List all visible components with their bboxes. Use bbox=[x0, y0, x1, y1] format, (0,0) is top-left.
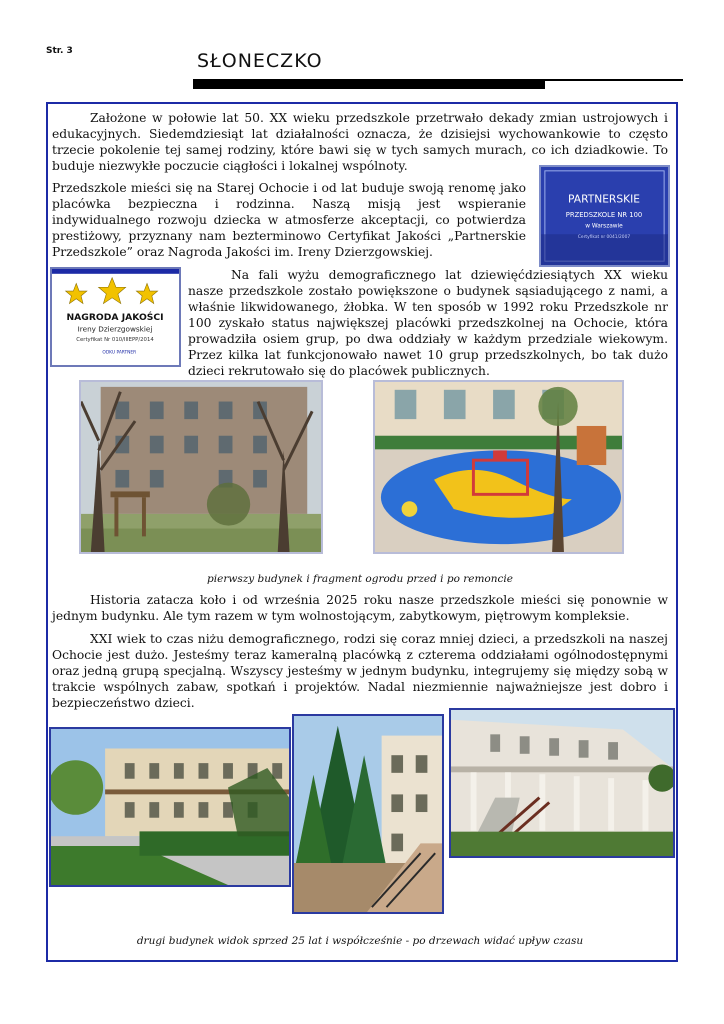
award-cert: Certyfikat Nr 010/IIIEPP/2014 bbox=[76, 337, 154, 343]
quality-award-image bbox=[50, 267, 181, 367]
paragraph-history: Założone w połowie lat 50. XX wieku przedszkole przetrwało dekady zmian ustrojowych i edukacyjnych. Siedemdziesiąt lat działalności oznacza, że dzisiejsi wychowankowie to często trzecie pokolenie tej samej rodziny, które bawi się w tych samych murach, co ich dziadkowie. To buduje niezwykłe poczucie ciągłości i lokalnej wspólnoty. bbox=[52, 111, 668, 173]
playground-renovated-photo bbox=[373, 380, 624, 554]
award-org: ODKU PARTNER bbox=[102, 350, 137, 356]
title-line-divider bbox=[545, 79, 683, 81]
plaque-line3: w Warszawie bbox=[585, 223, 623, 230]
paragraph-expansion: Na fali wyżu demograficznego lat dziewięćdziesiątych XX wieku nasze przedszkole zostało powiększone o budynek sąsiadującego z nami, a właśnie likwidowanego, żłobka. W ten sposób w 1992 roku Przedszkole nr 100 zyskało status największej placówki przedszkolnej na Ochocie, która prowadziła osiem grup, po dwa oddziały w każdym przedziale wiekowym. Przez kilka lat funkcjonowało nawet 10 grup przedszkolnych, bo tak dużo dzieci rekrutowało się do placówek publicznych. bbox=[188, 268, 668, 378]
first-building-old-photo bbox=[79, 380, 323, 554]
page-title: SŁONECZKO bbox=[197, 50, 323, 72]
caption-second-building: drugi budynek widok sprzed 25 lat i współcześnie - po drzewach widać upływ czasu bbox=[136, 935, 584, 947]
plaque-line1: PARTNERSKIE bbox=[568, 192, 640, 206]
award-name: Ireny Dzierzgowskiej bbox=[77, 324, 153, 334]
title-bar-divider bbox=[193, 79, 545, 89]
caption-first-building: pierwszy budynek i fragment ogrodu przed i po remoncie bbox=[207, 573, 513, 585]
partner-plaque-image bbox=[539, 165, 670, 267]
plaque-line2: PRZEDSZKOLE NR 100 bbox=[565, 210, 643, 219]
paragraph-reunification: Historia zatacza koło i od września 2025 roku nasze przedszkole mieści się ponownie w jednym budynku. Ale tym razem w tym wolnostojącym, zabytkowym, piętrowym kompleksie. bbox=[52, 593, 668, 623]
second-building-trees-photo bbox=[292, 714, 444, 914]
plaque-line4: Certyfikat nr 0041/2007 bbox=[577, 235, 631, 241]
award-title: NAGRODA JAKOŚCI bbox=[66, 311, 164, 323]
paragraph-present: XXI wiek to czas niżu demograficznego, rodzi się coraz mniej dzieci, a przedszkoli na naszej Ochocie jest dużo. Jesteśmy teraz kameralną placówką z czterema oddziałami ogólnodostępnymi oraz jedną grupą specjalną. Wszyscy jesteśmy w jednym budynku, integrujemy się między sobą w trakcie wspólnych zabaw, spotkań i projektów. Nadal niezmiennie najważniejsze jest dobro i bezpieczeństwo dzieci. bbox=[52, 632, 668, 710]
second-building-old-photo bbox=[49, 727, 291, 887]
page-number: Str. 3 bbox=[46, 46, 73, 56]
paragraph-mission: Przedszkole mieści się na Starej Ochocie i od lat buduje swoją renomę jako placówka bezpieczna i rodzinna. Naszą misją jest wspieranie indywidualnego rozwoju dziecka w atmosferze akceptacji, co potwierdza prestiżowy, przyznany nam bezterminowo Certyfikat Jakości „Partnerskie Przedszkole” oraz Nagroda Jakości im. Ireny Dzierzgowskiej. bbox=[52, 181, 526, 259]
second-building-new-photo bbox=[449, 708, 675, 858]
